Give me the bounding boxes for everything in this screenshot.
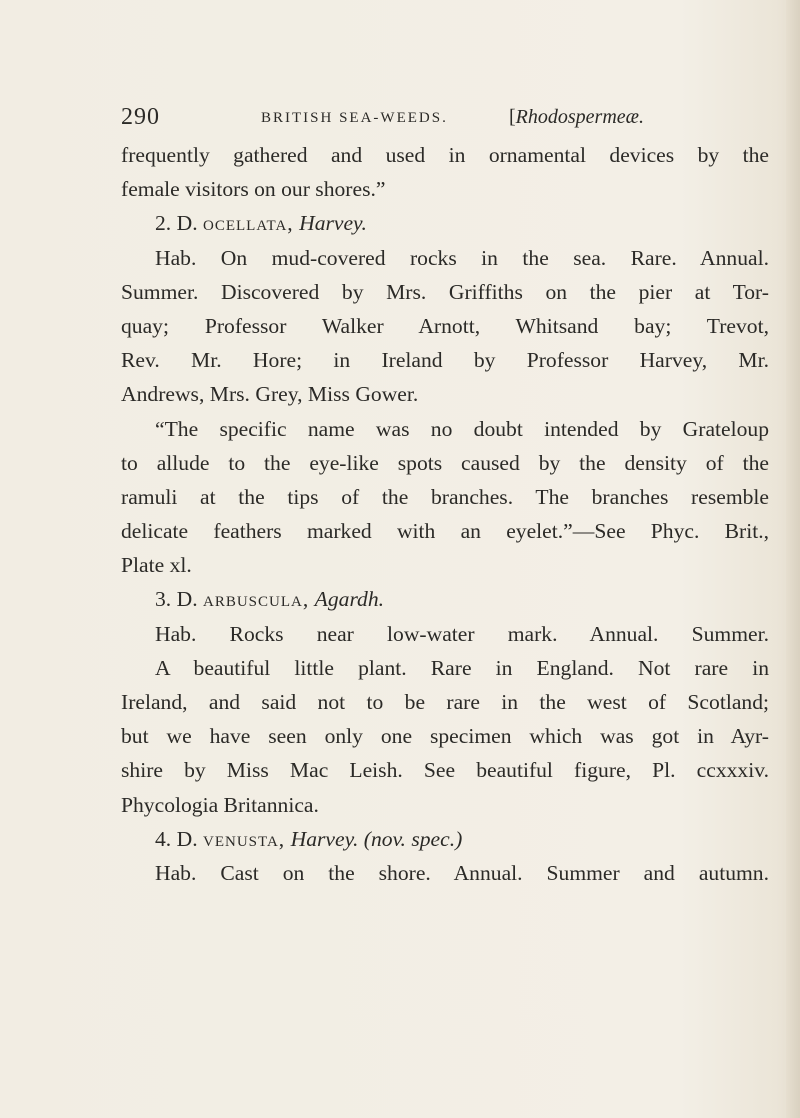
- page-edge: [786, 0, 800, 1118]
- text-line: Plate xl.: [121, 553, 192, 578]
- text-line: Phycologia Britannica.: [121, 792, 319, 817]
- section-tag: [509, 106, 644, 129]
- text-line: shire by Miss Mac Leish. See beautiful figure, Pl. ccxxxiv.: [121, 758, 769, 783]
- text-line: delicate feathers marked with an eyelet.”—See Phyc. Brit.,: [121, 519, 769, 544]
- species-note: (nov. spec.): [363, 826, 463, 851]
- species-author: Harvey.: [299, 211, 367, 236]
- species-name: arbuscula,: [203, 587, 310, 612]
- text-line: to allude to the eye-like spots caused by the density of the: [121, 450, 769, 475]
- species-author: Agardh.: [314, 587, 385, 612]
- running-head: BRITISH SEA-WEEDS.: [261, 110, 448, 126]
- page-number: 290: [121, 104, 160, 130]
- text-line: Summer. Discovered by Mrs. Griffiths on the pier at Tor-: [121, 279, 769, 304]
- species-number: 3. D.: [155, 587, 198, 612]
- text-line: Hab. Rocks near low-water mark. Annual. Summer.: [155, 621, 769, 646]
- section-tag-text: Rhodospermeæ.: [515, 106, 644, 128]
- page-header: [121, 104, 761, 134]
- species-number: 4. D.: [155, 826, 198, 851]
- text-line: but we have seen only one specimen which was got in Ayr-: [121, 724, 769, 749]
- text-line: female visitors on our shores.”: [121, 177, 386, 202]
- species-author: Harvey.: [290, 826, 359, 851]
- body-text: [121, 138, 769, 890]
- text-line: Hab. Cast on the shore. Annual. Summer and autumn.: [155, 860, 769, 885]
- species-heading: [121, 206, 769, 240]
- species-number: 2. D.: [155, 211, 198, 236]
- text-line: frequently gathered and used in ornamental devices by the: [121, 143, 769, 167]
- section-tag-bracket: [: [509, 106, 516, 128]
- text-line: ramuli at the tips of the branches. The branches resemble: [121, 484, 769, 509]
- text-line: Ireland, and said not to be rare in the west of Scotland;: [121, 690, 769, 714]
- species-name: ocellata,: [203, 211, 294, 236]
- text-line: “The specific name was no doubt intended by Grateloup: [155, 416, 769, 441]
- species-heading: [121, 582, 769, 616]
- species-name: venusta,: [203, 826, 286, 851]
- text-line: A beautiful little plant. Rare in England. Not rare in: [155, 655, 769, 680]
- species-heading: [121, 822, 769, 856]
- text-line: Hab. On mud-covered rocks in the sea. Rare. Annual.: [155, 245, 769, 270]
- text-line: quay; Professor Walker Arnott, Whitsand bay; Trevot,: [121, 313, 769, 338]
- text-line: Rev. Mr. Hore; in Ireland by Professor Harvey, Mr.: [121, 348, 769, 373]
- text-line: Andrews, Mrs. Grey, Miss Gower.: [121, 382, 419, 407]
